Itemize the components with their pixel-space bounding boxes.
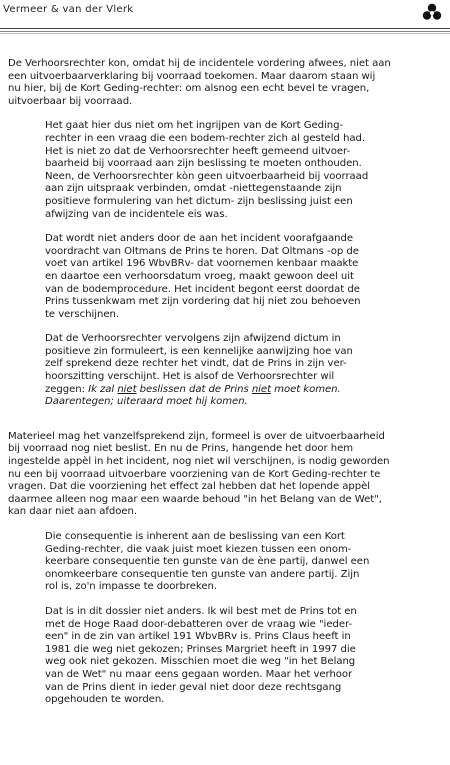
text-line: en daartoe een verhoorsdatum vroeg, maakt gewoon deel uit: [45, 270, 354, 282]
text-line: met de Hoge Raad door-debatteren over de vraag wie "ieder-: [45, 618, 353, 630]
text-run: moet komen.: [271, 383, 341, 395]
text-line: onomkeerbare consequentie ten gunste van andere partij. Zijn: [45, 568, 360, 580]
text-line: kan daar niet aan afdoen.: [8, 506, 138, 518]
text-line: Dat de Verhoorsrechter vervolgens zijn afwijzend dictum in: [45, 333, 341, 345]
text-line: een" in de zin van artikel 191 WbvBRv is. Prins Claus heeft in: [45, 631, 351, 643]
text-line: voet van artikel 196 WbvBRv- dat voornemen kenbaar maakte: [45, 258, 359, 270]
text-line: nu een bij voorraad uitvoerbare voorziening van de Kort Geding-rechter te: [8, 468, 381, 480]
paragraph-3: [0, 233, 450, 321]
italic-quote: Daarentegen; uiteraard moet hij komen.: [45, 396, 248, 408]
paragraph-1: [0, 58, 450, 108]
text-line: zelf sprekend deze rechter het vindt, dat de Prins in zijn ver-: [45, 358, 347, 370]
text-line: uitvoerbaar bij voorraad.: [8, 95, 133, 107]
text-line: hoorszitting verschijnt. Het is alsof de Verhoorsrechter wil: [45, 371, 335, 383]
text-line: nu hier, bij de Kort Geding-rechter: om alsnog een echt bevel te vragen,: [8, 83, 370, 95]
paragraph-4: [0, 333, 450, 409]
text-line: een uitvoerbaarverklaring bij voorraad toekomen. Maar daarom staan wij: [8, 70, 376, 82]
text-line: 1981 die weg niet gekozen; Prinses Margriet heeft in 1997 die: [45, 643, 356, 655]
text-line: Prins tussenkwam met zijn vordering dat hij niet zou behoeven: [45, 296, 361, 308]
paragraph-7: [0, 606, 450, 707]
text-line: voordracht van Oltmans de Prins te horen. Dat Oltmans -op de: [45, 245, 359, 257]
text-line: Geding-rechter, die vaak juist moet kiezen tussen een onom-: [45, 543, 352, 555]
text-run: zeggen:: [45, 383, 89, 395]
header-rule-tertiary: [0, 33, 450, 34]
header-rule-secondary: [0, 31, 450, 32]
text-line: baarheid bij voorraad aan zijn beslissing te moeten onthouden.: [45, 158, 362, 170]
text-line: ingestelde appèl in het incident, nog niet wil verschijnen, is nodig geworden: [8, 456, 390, 468]
text-line: weg ook niet gekozen. Misschien moet die weg "in het Belang: [45, 656, 356, 668]
underlined-word: niet: [251, 383, 271, 395]
text-line: van de Prins dient in ieder geval niet door deze rechtsgang: [45, 681, 342, 693]
text-line: bij voorraad nog niet beslist. En nu de Prins, hangende het door hem: [8, 443, 354, 455]
text-line: positieve zin formuleert, is een kennelijke aanwijzing hoe van: [45, 345, 353, 357]
document-body: [0, 58, 450, 707]
text-run: beslissen dat de Prins: [136, 383, 252, 395]
text-line: Materieel mag het vanzelfsprekend zijn, formeel is over de uitvoerbaarheid: [8, 430, 385, 442]
text-line: Het gaat hier dus niet om het ingrijpen van de Kort Geding-: [45, 120, 344, 132]
text-line: Dat wordt niet anders door de aan het incident voorafgaande: [45, 233, 353, 245]
text-line: Neen, de Verhoorsrechter kòn geen uitvoerbaarheid bij voorraad: [45, 170, 369, 182]
text-line: opgehouden te worden.: [45, 694, 165, 706]
text-line: rechter in een vraag die een bodem-rechter zich al gesteld had.: [45, 132, 366, 144]
text-line: Dat is in dit dossier niet anders. Ik wil best met de Prins tot en: [45, 605, 357, 617]
paragraph-2: [0, 120, 450, 221]
text-line: Het is niet zo dat de Verhoorsrechter heeft gemeend uitvoer-: [45, 145, 351, 157]
text-line: [45, 384, 450, 397]
text-line: aan zijn uitspraak verbinden, omdat -niettegenstaande zijn: [45, 183, 342, 195]
text-line: keerbare consequentie ten gunste van de ène partij, danwel een: [45, 556, 370, 568]
page-header: [0, 0, 450, 26]
text-line: van de Wet" nu maar eens gegaan worden. Maar het verhoor: [45, 668, 353, 680]
text-line: rol is, zo'n impasse te doorbreken.: [45, 581, 217, 593]
text-line: Die consequentie is inherent aan de beslissing van een Kort: [45, 531, 345, 542]
text-line: vragen. Dat die voorziening het effect zal hebben dat het lopende appèl: [8, 481, 371, 493]
text-line: van de bodemprocedure. Het incident begont eerst doordat de: [45, 283, 360, 295]
italic-quote: [88, 384, 341, 395]
text-line: afwijzing van de incidentele eis was.: [45, 208, 228, 220]
header-rule: [0, 28, 450, 29]
text-line: daarmee alleen nog maar een waarde behoud "in het Belang van de Wet",: [8, 493, 382, 505]
firm-name: Vermeer & van der Vlerk: [3, 4, 134, 15]
text-line: positieve formulering van het dictum- zijn beslissing juist een: [45, 195, 353, 207]
text-run: Ik zal: [88, 383, 118, 395]
text-line: [45, 396, 450, 409]
paragraph-6: [0, 531, 450, 594]
triangle-of-circles-logo-icon: [422, 3, 442, 21]
text-line: te verschijnen.: [45, 308, 119, 320]
text-line: De Verhoorsrechter kon, omdat hij de incidentele vordering afwees, niet aan: [8, 58, 391, 69]
underlined-word: niet: [117, 383, 137, 395]
paragraph-5: [0, 431, 450, 519]
